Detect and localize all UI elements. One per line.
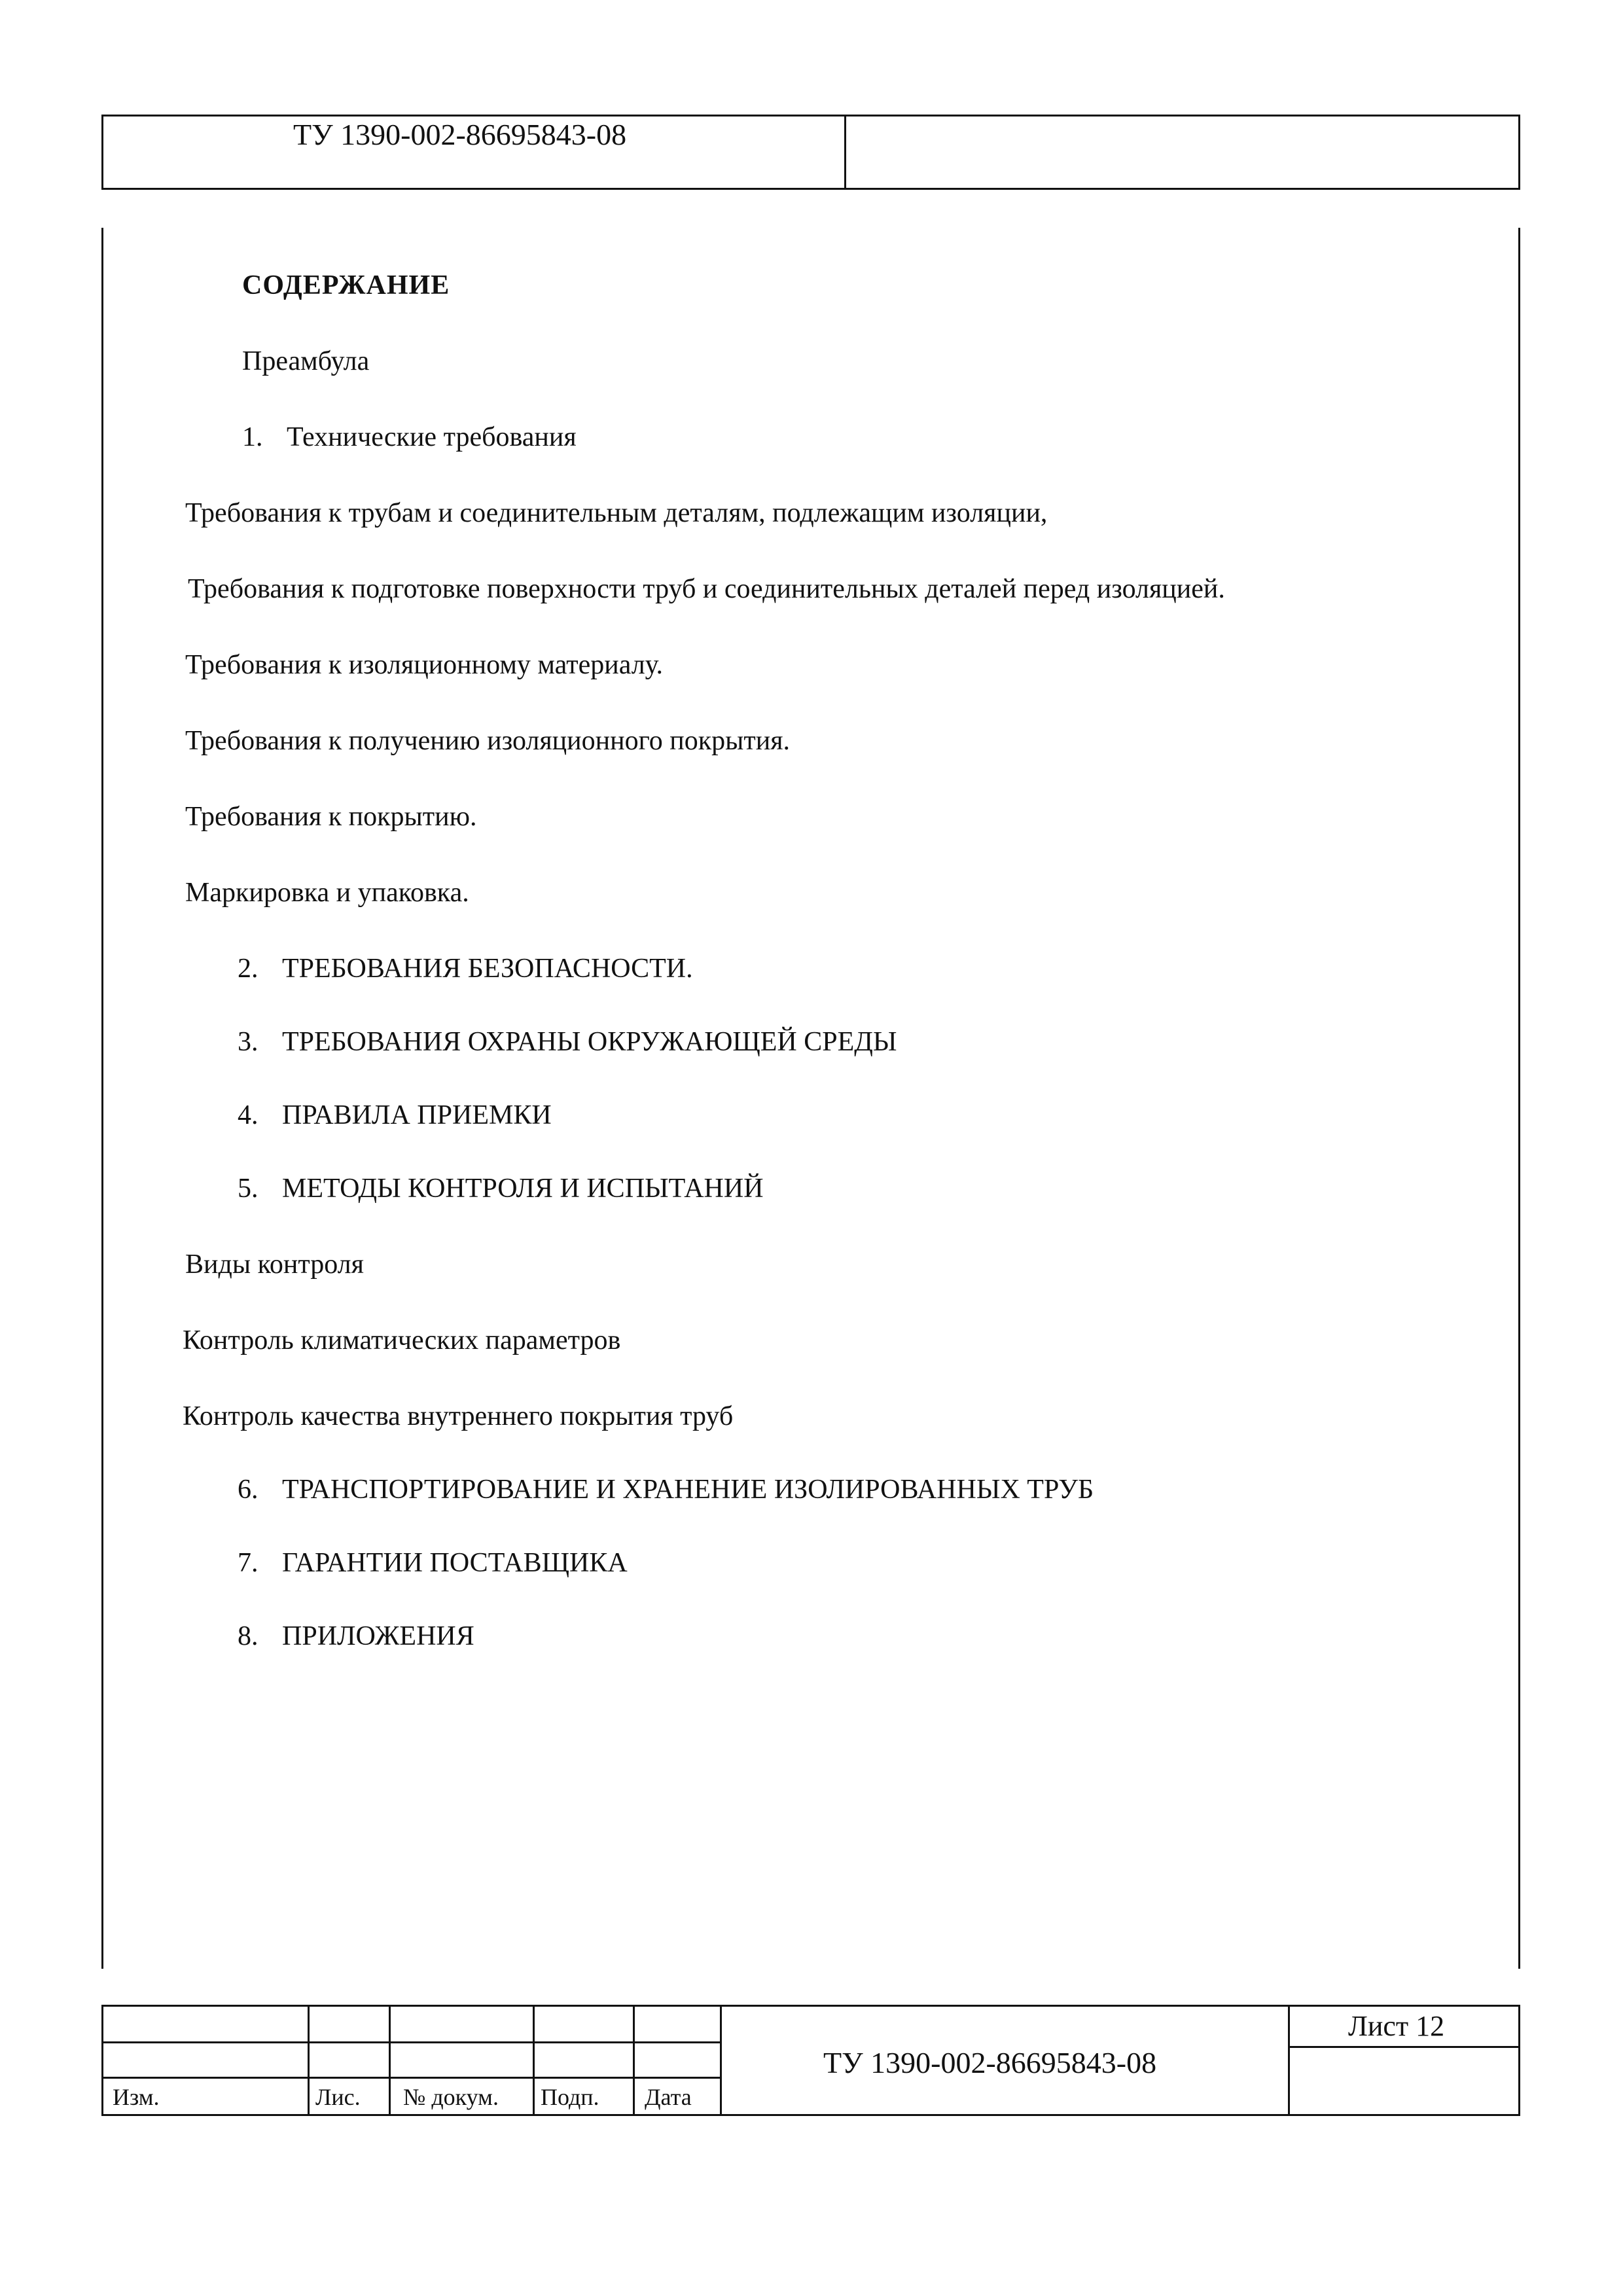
toc-entry-number: 5.	[238, 1174, 259, 1204]
toc-subentry: Контроль качества внутреннего покрытия труб	[183, 1401, 734, 1431]
title-block-row-line	[103, 2041, 722, 2043]
left-frame-line	[101, 228, 103, 1969]
label-date: Дата	[645, 2084, 692, 2110]
title-block-col-line	[1288, 2007, 1290, 2114]
toc-entry-text: ТРЕБОВАНИЯ ОХРАНЫ ОКРУЖАЮЩЕЙ СРЕДЫ	[282, 1027, 897, 1057]
toc-entry-number: 1.	[242, 422, 263, 452]
right-frame-line	[1518, 228, 1520, 1969]
header-stamp-divider	[844, 117, 846, 188]
title-block-col-line	[389, 2007, 391, 2114]
title-block-row-line	[103, 2077, 722, 2079]
toc-entry-6	[238, 1473, 1094, 1507]
title-block	[101, 2005, 1520, 2116]
toc-entry-text: ТРЕБОВАНИЯ БЕЗОПАСНОСТИ.	[282, 954, 693, 984]
toc-entry-4	[238, 1098, 552, 1132]
toc-entry-number: 2.	[238, 954, 259, 984]
toc-entry-text: МЕТОДЫ КОНТРОЛЯ И ИСПЫТАНИЙ	[282, 1174, 764, 1204]
toc-entry-7	[238, 1546, 628, 1580]
toc-subentry: Требования к получению изоляционного покрытия.	[185, 726, 791, 756]
toc-subentry: Требования к трубам и соединительным деталям, подлежащим изоляции,	[185, 498, 1048, 528]
toc-subentry: Требования к покрытию.	[185, 802, 477, 832]
toc-entry-text: Технические требования	[287, 422, 577, 452]
toc-subentry: Контроль климатических параметров	[183, 1325, 621, 1355]
title-block-col-line	[308, 2007, 310, 2114]
toc-subentry: Маркировка и упаковка.	[185, 878, 469, 908]
toc-subentry: Требования к изоляционному материалу.	[185, 650, 663, 680]
title-block-sheet-line	[1288, 2046, 1518, 2048]
label-doc-number: № докум.	[403, 2084, 499, 2110]
toc-entry-number: 7.	[238, 1548, 259, 1578]
toc-entry-text: ТРАНСПОРТИРОВАНИЕ И ХРАНЕНИЕ ИЗОЛИРОВАННЫХ ТРУБ	[282, 1475, 1094, 1505]
toc-entry-number: 3.	[238, 1027, 259, 1057]
toc-entry-2	[238, 952, 693, 986]
title-block-col-line	[633, 2007, 635, 2114]
toc-entry-number: 8.	[238, 1621, 259, 1651]
toc-entry-text: ГАРАНТИИ ПОСТАВЩИКА	[282, 1548, 628, 1578]
label-list: Лис.	[315, 2084, 361, 2110]
toc-entry-text: ПРИЛОЖЕНИЯ	[282, 1621, 474, 1651]
toc-entry-number: 4.	[238, 1100, 259, 1130]
toc-title: СОДЕРЖАНИЕ	[242, 270, 450, 300]
toc-preamble: Преамбула	[242, 346, 370, 376]
sheet-number: Лист 12	[1348, 2010, 1445, 2042]
toc-subentry: Требования к подготовке поверхности труб и соединительных деталей перед изоляцией.	[188, 574, 1225, 604]
toc-entry-1	[242, 420, 577, 454]
toc-entry-5	[238, 1172, 764, 1206]
label-signature: Подп.	[541, 2084, 599, 2110]
title-block-document-code: ТУ 1390-002-86695843-08	[823, 2046, 1157, 2079]
title-block-col-line	[533, 2007, 535, 2114]
toc-entry-8	[238, 1619, 474, 1653]
toc-entry-3	[238, 1025, 897, 1059]
toc-subentry: Виды контроля	[185, 1249, 364, 1280]
title-block-col-line	[720, 2007, 722, 2114]
toc-entry-text: ПРАВИЛА ПРИЕМКИ	[282, 1100, 552, 1130]
header-document-code: ТУ 1390-002-86695843-08	[293, 118, 627, 151]
toc-entry-number: 6.	[238, 1475, 259, 1505]
label-izm: Изм.	[113, 2084, 160, 2110]
